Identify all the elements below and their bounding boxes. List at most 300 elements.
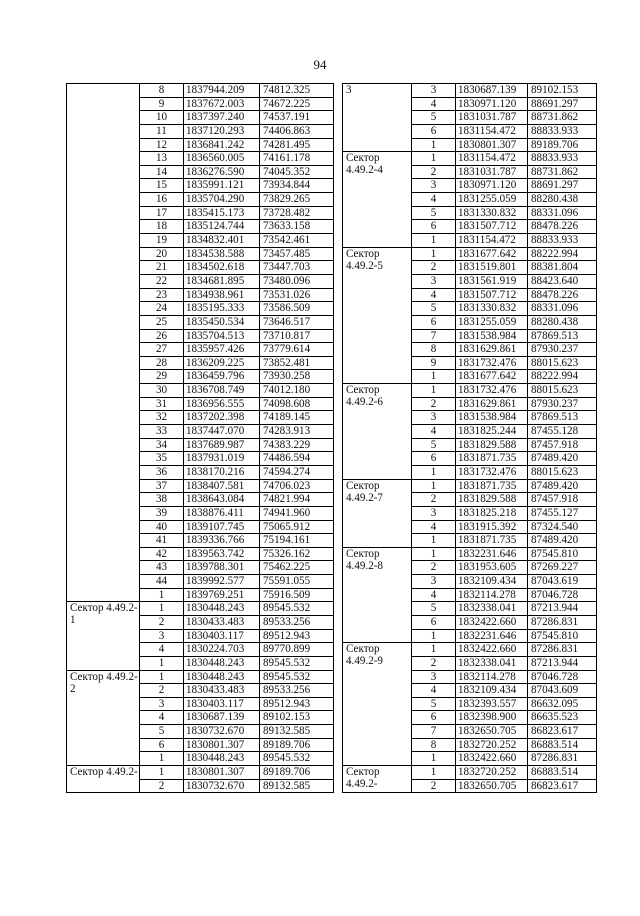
coordinate-x: 1832650.705 <box>456 779 528 793</box>
point-number: 6 <box>412 452 456 466</box>
point-number: 5 <box>140 725 184 739</box>
point-number: 25 <box>140 315 184 329</box>
coordinate-y: 88222.994 <box>528 247 597 261</box>
coordinate-x: 1838643.084 <box>184 493 260 507</box>
coordinate-x: 1831732.476 <box>456 384 528 398</box>
coordinate-y: 89512.943 <box>260 697 334 711</box>
point-number: 2 <box>412 397 456 411</box>
coordinate-y: 86635.523 <box>528 711 597 725</box>
coordinate-x: 1836956.555 <box>184 397 260 411</box>
point-number: 40 <box>140 520 184 534</box>
coordinate-y: 87869.513 <box>528 411 597 425</box>
point-number: 2 <box>412 561 456 575</box>
coordinate-y: 75916.509 <box>260 588 334 602</box>
coordinate-x: 1830403.117 <box>184 629 260 643</box>
coordinate-x: 1831629.861 <box>456 343 528 357</box>
point-number: 5 <box>412 111 456 125</box>
coordinate-x: 1839992.577 <box>184 575 260 589</box>
coordinate-y: 74594.274 <box>260 465 334 479</box>
point-number: 1 <box>412 370 456 384</box>
coordinate-x: 1831829.588 <box>456 493 528 507</box>
point-number: 6 <box>140 738 184 752</box>
point-number: 4 <box>412 520 456 534</box>
table-row <box>67 766 334 780</box>
point-number: 34 <box>140 438 184 452</box>
point-number: 5 <box>412 697 456 711</box>
coordinate-x: 1832338.041 <box>456 602 528 616</box>
point-number: 6 <box>412 711 456 725</box>
coordinate-x: 1835957.426 <box>184 343 260 357</box>
point-number: 9 <box>412 356 456 370</box>
point-number: 13 <box>140 152 184 166</box>
coordinate-x: 1831953.605 <box>456 561 528 575</box>
coordinate-y: 73779.614 <box>260 343 334 357</box>
coordinate-y: 73930.258 <box>260 370 334 384</box>
coordinate-x: 1835450.534 <box>184 315 260 329</box>
coordinate-x: 1831732.476 <box>456 465 528 479</box>
point-number: 1 <box>140 588 184 602</box>
coordinate-y: 89189.706 <box>260 766 334 780</box>
point-number: 5 <box>412 602 456 616</box>
sector-name: Сектор 4.49.2-7 <box>343 479 412 547</box>
sector-name: Сектор 4.49.2-9 <box>343 643 412 766</box>
point-number: 6 <box>412 124 456 138</box>
table-row <box>67 84 334 98</box>
table-row <box>343 766 597 780</box>
coordinate-y: 87869.513 <box>528 329 597 343</box>
coordinate-x: 1839788.301 <box>184 561 260 575</box>
sector-name: Сектор 4.49.2-8 <box>343 547 412 642</box>
coordinate-x: 1831829.588 <box>456 438 528 452</box>
point-number: 22 <box>140 274 184 288</box>
coordinate-y: 75326.162 <box>260 547 334 561</box>
coordinate-x: 1831871.735 <box>456 452 528 466</box>
coordinate-x: 1830732.670 <box>184 725 260 739</box>
coordinate-y: 74486.594 <box>260 452 334 466</box>
coordinate-x: 1838170.216 <box>184 465 260 479</box>
point-number: 21 <box>140 261 184 275</box>
coordinates-table-right <box>342 83 597 793</box>
coordinate-y: 74812.325 <box>260 84 334 98</box>
coordinate-y: 89512.943 <box>260 629 334 643</box>
point-number: 44 <box>140 575 184 589</box>
point-number: 16 <box>140 193 184 207</box>
point-number: 12 <box>140 138 184 152</box>
coordinate-y: 89533.256 <box>260 684 334 698</box>
coordinate-x: 1834832.401 <box>184 234 260 248</box>
coordinate-y: 86823.617 <box>528 725 597 739</box>
coordinate-y: 87043.619 <box>528 575 597 589</box>
point-number: 1 <box>140 752 184 766</box>
coordinate-y: 73480.096 <box>260 274 334 288</box>
coordinate-y: 87286.831 <box>528 643 597 657</box>
coordinate-y: 74672.225 <box>260 97 334 111</box>
table-row <box>67 602 334 616</box>
point-number: 8 <box>412 738 456 752</box>
point-number: 3 <box>412 575 456 589</box>
coordinate-y: 87545.810 <box>528 629 597 643</box>
table-row <box>343 152 597 166</box>
coordinate-y: 88331.096 <box>528 302 597 316</box>
point-number: 6 <box>412 315 456 329</box>
coordinate-x: 1832114.278 <box>456 670 528 684</box>
point-number: 3 <box>140 697 184 711</box>
coordinate-x: 1837202.398 <box>184 411 260 425</box>
point-number: 2 <box>140 615 184 629</box>
coordinate-y: 73934.844 <box>260 179 334 193</box>
coordinate-y: 88833.933 <box>528 234 597 248</box>
coordinate-x: 1831031.787 <box>456 111 528 125</box>
point-number: 38 <box>140 493 184 507</box>
coordinate-x: 1830433.483 <box>184 615 260 629</box>
point-number: 26 <box>140 329 184 343</box>
coordinate-y: 89132.585 <box>260 779 334 793</box>
coordinate-y: 89189.706 <box>260 738 334 752</box>
coordinate-y: 86632.095 <box>528 697 597 711</box>
coordinate-x: 1830801.307 <box>456 138 528 152</box>
coordinate-x: 1831330.832 <box>456 302 528 316</box>
point-number: 4 <box>412 425 456 439</box>
coordinate-x: 1837447.070 <box>184 425 260 439</box>
sector-name: 3 <box>343 84 412 152</box>
coordinate-y: 89545.532 <box>260 602 334 616</box>
coordinate-x: 1831154.472 <box>456 234 528 248</box>
coordinate-y: 73646.517 <box>260 315 334 329</box>
sector-name: Сектор 4.49.2-4 <box>343 152 412 247</box>
coordinate-x: 1832231.646 <box>456 629 528 643</box>
coordinate-x: 1839336.766 <box>184 534 260 548</box>
point-number: 1 <box>412 766 456 780</box>
point-number: 1 <box>140 766 184 780</box>
table-row <box>343 247 597 261</box>
coordinate-y: 88833.933 <box>528 152 597 166</box>
coordinate-x: 1835991.121 <box>184 179 260 193</box>
coordinate-x: 1832231.646 <box>456 547 528 561</box>
coordinate-x: 1830801.307 <box>184 738 260 752</box>
point-number: 4 <box>412 588 456 602</box>
table-row <box>343 643 597 657</box>
point-number: 28 <box>140 356 184 370</box>
coordinate-y: 89132.585 <box>260 725 334 739</box>
point-number: 3 <box>140 629 184 643</box>
point-number: 32 <box>140 411 184 425</box>
coordinate-y: 88478.226 <box>528 220 597 234</box>
coordinate-y: 88381.804 <box>528 261 597 275</box>
point-number: 1 <box>412 247 456 261</box>
coordinate-y: 74283.913 <box>260 425 334 439</box>
point-number: 30 <box>140 384 184 398</box>
coordinate-y: 87489.420 <box>528 534 597 548</box>
coordinate-x: 1839563.742 <box>184 547 260 561</box>
coordinate-y: 88691.297 <box>528 179 597 193</box>
coordinate-x: 1830448.243 <box>184 670 260 684</box>
table-row <box>67 670 334 684</box>
coordinate-x: 1835704.513 <box>184 329 260 343</box>
coordinate-y: 74941.960 <box>260 506 334 520</box>
point-number: 29 <box>140 370 184 384</box>
coordinate-y: 89533.256 <box>260 615 334 629</box>
coordinate-x: 1832720.252 <box>456 766 528 780</box>
point-number: 10 <box>140 111 184 125</box>
coordinate-y: 88423.640 <box>528 274 597 288</box>
coordinate-x: 1835704.290 <box>184 193 260 207</box>
point-number: 41 <box>140 534 184 548</box>
point-number: 4 <box>140 643 184 657</box>
coordinate-x: 1838407.581 <box>184 479 260 493</box>
point-number: 24 <box>140 302 184 316</box>
coordinate-x: 1836209.225 <box>184 356 260 370</box>
coordinate-x: 1831677.642 <box>456 247 528 261</box>
coordinate-x: 1834502.618 <box>184 261 260 275</box>
coordinate-y: 74012.180 <box>260 384 334 398</box>
coordinate-y: 73710.817 <box>260 329 334 343</box>
coordinate-y: 88691.297 <box>528 97 597 111</box>
coordinate-x: 1830448.243 <box>184 752 260 766</box>
coordinate-y: 88222.994 <box>528 370 597 384</box>
coordinate-x: 1830687.139 <box>184 711 260 725</box>
point-number: 35 <box>140 452 184 466</box>
point-number: 1 <box>412 547 456 561</box>
coordinate-x: 1836560.005 <box>184 152 260 166</box>
point-number: 1 <box>412 534 456 548</box>
point-number: 4 <box>412 288 456 302</box>
coordinate-y: 88833.933 <box>528 124 597 138</box>
point-number: 2 <box>412 779 456 793</box>
point-number: 3 <box>412 274 456 288</box>
point-number: 19 <box>140 234 184 248</box>
coordinate-x: 1831732.476 <box>456 356 528 370</box>
point-number: 1 <box>412 629 456 643</box>
coordinate-y: 73531.026 <box>260 288 334 302</box>
coordinate-x: 1831507.712 <box>456 288 528 302</box>
coordinate-y: 87455.128 <box>528 425 597 439</box>
coordinate-y: 88478.226 <box>528 288 597 302</box>
point-number: 2 <box>412 165 456 179</box>
coordinate-x: 1834938.961 <box>184 288 260 302</box>
point-number: 7 <box>412 725 456 739</box>
point-number: 37 <box>140 479 184 493</box>
coordinate-x: 1830448.243 <box>184 656 260 670</box>
point-number: 3 <box>412 84 456 98</box>
coordinate-x: 1830971.120 <box>456 97 528 111</box>
coordinate-y: 87043.609 <box>528 684 597 698</box>
coordinate-y: 75462.225 <box>260 561 334 575</box>
coordinate-x: 1836276.590 <box>184 165 260 179</box>
point-number: 1 <box>412 752 456 766</box>
coordinate-x: 1830403.117 <box>184 697 260 711</box>
coordinate-x: 1831629.861 <box>456 397 528 411</box>
point-number: 20 <box>140 247 184 261</box>
sector-name <box>67 84 140 602</box>
point-number: 1 <box>412 479 456 493</box>
table-row <box>343 84 597 98</box>
coordinate-x: 1837672.003 <box>184 97 260 111</box>
point-number: 14 <box>140 165 184 179</box>
coordinate-x: 1831255.059 <box>456 193 528 207</box>
point-number: 1 <box>412 643 456 657</box>
coordinate-x: 1830433.483 <box>184 684 260 698</box>
coordinate-y: 88015.623 <box>528 356 597 370</box>
coordinate-x: 1832393.557 <box>456 697 528 711</box>
point-number: 1 <box>412 234 456 248</box>
coordinate-y: 73542.461 <box>260 234 334 248</box>
coordinate-x: 1831031.787 <box>456 165 528 179</box>
coordinate-y: 74383.229 <box>260 438 334 452</box>
coordinate-y: 87046.728 <box>528 670 597 684</box>
sector-name: Сектор 4.49.2- <box>343 766 412 793</box>
sector-name: Сектор 4.49.2- <box>67 766 140 793</box>
sector-name: Сектор 4.49.2-2 <box>67 670 140 765</box>
coordinate-x: 1831871.735 <box>456 479 528 493</box>
coordinate-y: 87324.540 <box>528 520 597 534</box>
coordinate-y: 73447.703 <box>260 261 334 275</box>
table-row <box>343 479 597 493</box>
table-row <box>343 384 597 398</box>
coordinate-x: 1839769.251 <box>184 588 260 602</box>
coordinate-y: 74161.178 <box>260 152 334 166</box>
coordinate-y: 87930.237 <box>528 343 597 357</box>
point-number: 5 <box>412 206 456 220</box>
coordinates-table-left <box>66 83 334 793</box>
coordinate-x: 1832650.705 <box>456 725 528 739</box>
coordinate-y: 87286.831 <box>528 615 597 629</box>
point-number: 1 <box>412 465 456 479</box>
coordinate-x: 1836841.242 <box>184 138 260 152</box>
point-number: 4 <box>412 193 456 207</box>
coordinate-x: 1831154.472 <box>456 152 528 166</box>
point-number: 2 <box>140 684 184 698</box>
coordinate-y: 73852.481 <box>260 356 334 370</box>
coordinate-y: 75591.055 <box>260 575 334 589</box>
point-number: 1 <box>412 152 456 166</box>
point-number: 1 <box>140 656 184 670</box>
coordinate-y: 88015.623 <box>528 384 597 398</box>
coordinate-x: 1836459.796 <box>184 370 260 384</box>
coordinate-x: 1832422.660 <box>456 643 528 657</box>
coordinate-x: 1837944.209 <box>184 84 260 98</box>
coordinate-x: 1831538.984 <box>456 329 528 343</box>
coordinate-x: 1831915.392 <box>456 520 528 534</box>
coordinate-x: 1830687.139 <box>456 84 528 98</box>
point-number: 2 <box>140 779 184 793</box>
coordinate-x: 1832114.278 <box>456 588 528 602</box>
coordinate-y: 89770.899 <box>260 643 334 657</box>
coordinate-y: 74821.994 <box>260 493 334 507</box>
coordinate-x: 1831154.472 <box>456 124 528 138</box>
point-number: 4 <box>412 684 456 698</box>
sector-name: Сектор 4.49.2-5 <box>343 247 412 383</box>
sector-name: Сектор 4.49.2-6 <box>343 384 412 479</box>
coordinate-y: 86823.617 <box>528 779 597 793</box>
coordinate-y: 73457.485 <box>260 247 334 261</box>
page-number: 94 <box>313 57 327 72</box>
coordinate-y: 87269.227 <box>528 561 597 575</box>
point-number: 31 <box>140 397 184 411</box>
coordinate-x: 1839107.745 <box>184 520 260 534</box>
coordinate-y: 73633.158 <box>260 220 334 234</box>
coordinate-x: 1830224.703 <box>184 643 260 657</box>
point-number: 15 <box>140 179 184 193</box>
coordinate-x: 1831825.218 <box>456 506 528 520</box>
coordinate-y: 89102.153 <box>260 711 334 725</box>
coordinate-y: 88331.096 <box>528 206 597 220</box>
point-number: 1 <box>412 138 456 152</box>
coordinate-x: 1832422.660 <box>456 615 528 629</box>
coordinate-x: 1831507.712 <box>456 220 528 234</box>
coordinate-x: 1831561.919 <box>456 274 528 288</box>
point-number: 6 <box>412 615 456 629</box>
point-number: 6 <box>412 220 456 234</box>
coordinate-y: 74706.023 <box>260 479 334 493</box>
point-number: 43 <box>140 561 184 575</box>
point-number: 39 <box>140 506 184 520</box>
sector-name: Сектор 4.49.2-1 <box>67 602 140 670</box>
coordinate-x: 1837120.293 <box>184 124 260 138</box>
point-number: 2 <box>412 656 456 670</box>
coordinate-y: 88731.862 <box>528 165 597 179</box>
coordinate-y: 86883.514 <box>528 738 597 752</box>
point-number: 2 <box>412 493 456 507</box>
coordinate-x: 1835195.333 <box>184 302 260 316</box>
coordinate-x: 1834681.895 <box>184 274 260 288</box>
point-number: 17 <box>140 206 184 220</box>
coordinate-x: 1835124.744 <box>184 220 260 234</box>
coordinate-x: 1831330.832 <box>456 206 528 220</box>
coordinate-y: 73829.265 <box>260 193 334 207</box>
coordinate-y: 87545.810 <box>528 547 597 561</box>
point-number: 8 <box>412 343 456 357</box>
point-number: 3 <box>412 670 456 684</box>
coordinate-y: 88731.862 <box>528 111 597 125</box>
coordinate-y: 73586.509 <box>260 302 334 316</box>
coordinate-y: 87489.420 <box>528 479 597 493</box>
coordinate-x: 1831538.984 <box>456 411 528 425</box>
coordinate-y: 87046.728 <box>528 588 597 602</box>
coordinate-y: 87489.420 <box>528 452 597 466</box>
coordinate-y: 89545.532 <box>260 656 334 670</box>
coordinate-y: 89545.532 <box>260 670 334 684</box>
coordinate-x: 1831825.244 <box>456 425 528 439</box>
coordinate-x: 1830732.670 <box>184 779 260 793</box>
point-number: 5 <box>412 438 456 452</box>
point-number: 1 <box>140 602 184 616</box>
point-number: 27 <box>140 343 184 357</box>
coordinate-x: 1831871.735 <box>456 534 528 548</box>
point-number: 3 <box>412 411 456 425</box>
coordinate-y: 74098.608 <box>260 397 334 411</box>
point-number: 42 <box>140 547 184 561</box>
coordinate-y: 74406.863 <box>260 124 334 138</box>
table-row <box>343 547 597 561</box>
point-number: 3 <box>412 506 456 520</box>
coordinate-x: 1830971.120 <box>456 179 528 193</box>
coordinate-x: 1832109.434 <box>456 684 528 698</box>
point-number: 8 <box>140 84 184 98</box>
point-number: 23 <box>140 288 184 302</box>
coordinate-y: 87213.944 <box>528 656 597 670</box>
coordinate-y: 74045.352 <box>260 165 334 179</box>
coordinate-y: 89189.706 <box>528 138 597 152</box>
point-number: 36 <box>140 465 184 479</box>
point-number: 5 <box>412 302 456 316</box>
coordinate-y: 86883.514 <box>528 766 597 780</box>
coordinate-x: 1837397.240 <box>184 111 260 125</box>
point-number: 2 <box>412 261 456 275</box>
coordinate-x: 1831677.642 <box>456 370 528 384</box>
coordinate-x: 1831255.059 <box>456 315 528 329</box>
point-number: 33 <box>140 425 184 439</box>
coordinate-y: 87457.918 <box>528 493 597 507</box>
